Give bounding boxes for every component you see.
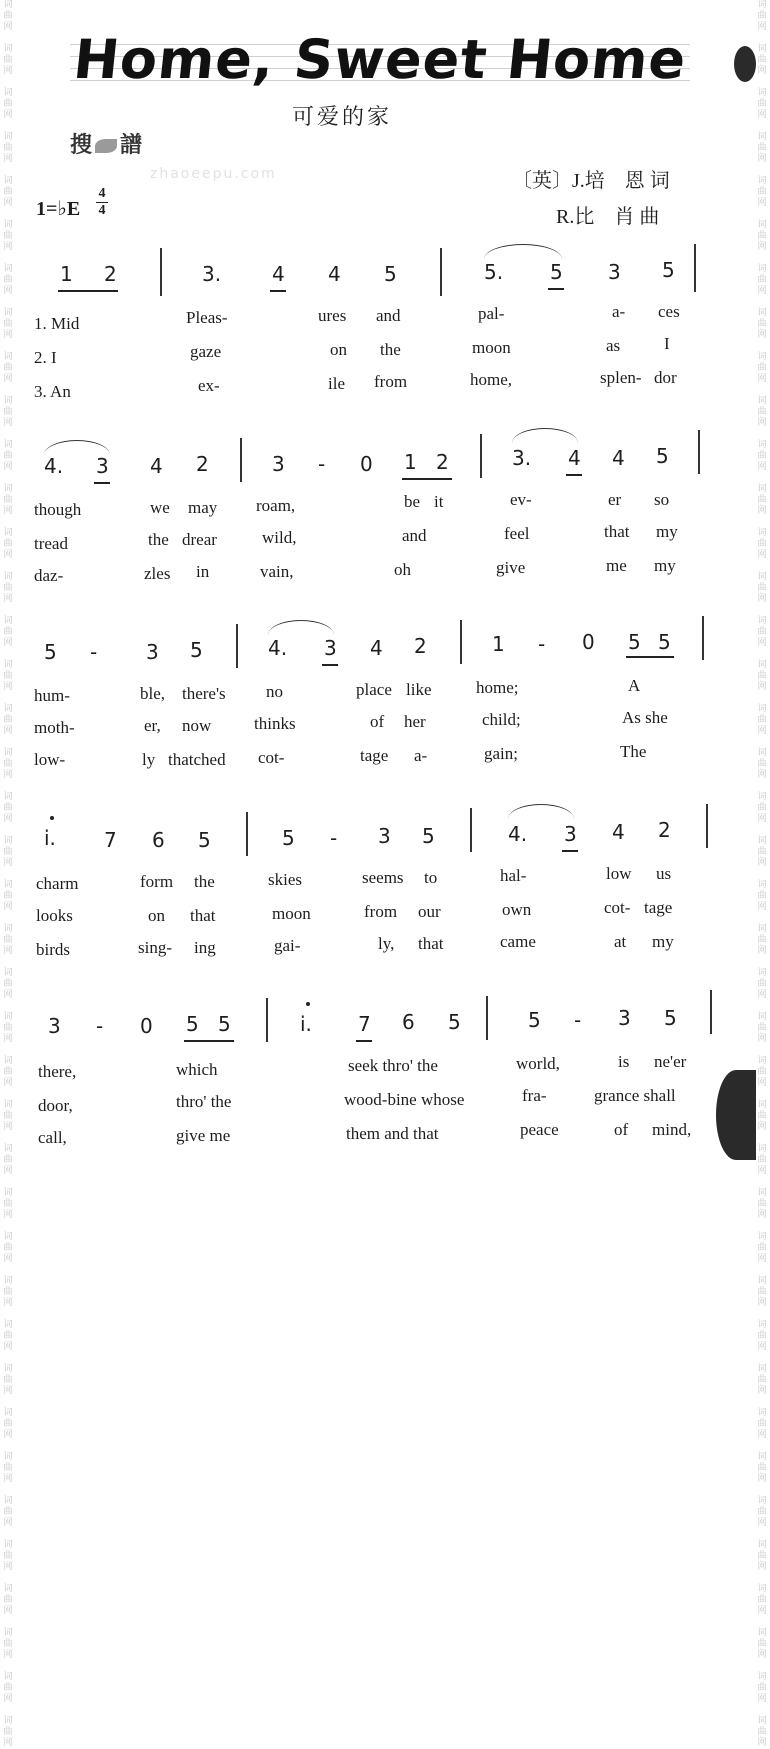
lyric: looks xyxy=(36,906,73,925)
lyric: As she xyxy=(622,708,668,727)
note: 3 xyxy=(324,636,337,660)
lyric: and xyxy=(402,526,427,545)
lyric: door, xyxy=(38,1096,73,1115)
lyric: ne'er xyxy=(654,1052,687,1071)
lyric: from xyxy=(374,372,408,391)
lyric: drear xyxy=(182,530,217,549)
note: 3 xyxy=(48,1014,61,1038)
lyric: be xyxy=(404,492,421,511)
note: 3 xyxy=(618,1006,631,1030)
note: 5 xyxy=(664,1006,677,1030)
lyric: may xyxy=(188,498,218,517)
lyric: at xyxy=(614,932,627,951)
lyric: wild, xyxy=(262,528,297,547)
lyric: fra- xyxy=(522,1086,547,1105)
note: 5 xyxy=(662,258,675,282)
lyric: er xyxy=(608,490,622,509)
song-subtitle: 可爱的家 xyxy=(292,105,393,130)
lyric: home; xyxy=(476,678,519,697)
slur xyxy=(484,244,562,259)
bar-line xyxy=(160,248,162,296)
underline xyxy=(184,1040,234,1042)
bar-line xyxy=(440,248,442,296)
lyric: there, xyxy=(38,1062,77,1081)
lyric: moon xyxy=(272,904,311,923)
note: 5 xyxy=(190,638,203,662)
decorative-art-bottom xyxy=(716,1070,756,1160)
underline xyxy=(356,1040,372,1042)
note: 1 xyxy=(492,632,505,656)
note: 6 xyxy=(402,1010,415,1034)
lyric: from xyxy=(364,902,398,921)
note: 5 xyxy=(44,640,57,664)
lyric: ly xyxy=(142,750,156,769)
lyric: there's xyxy=(182,684,226,703)
lyric: them and that xyxy=(346,1124,439,1143)
note: 4 xyxy=(150,454,163,478)
underline xyxy=(562,850,578,852)
lyric: peace xyxy=(520,1120,559,1139)
logo-right-char: 譜 xyxy=(120,133,143,158)
bar-line xyxy=(694,244,696,292)
note: 2 xyxy=(414,634,427,658)
note: 5 xyxy=(528,1008,541,1032)
lyric: her xyxy=(404,712,426,731)
lyric: 3. An xyxy=(34,382,71,401)
lyric: seek thro' the xyxy=(348,1056,438,1075)
lyric: oh xyxy=(394,560,411,579)
lyric: ble, xyxy=(140,684,166,703)
lyric: call, xyxy=(38,1128,67,1147)
lyric: a- xyxy=(612,302,626,321)
lyric: that xyxy=(418,934,444,953)
lyric: the xyxy=(194,872,215,891)
note: 3 xyxy=(378,824,391,848)
lyric: cot- xyxy=(258,748,285,767)
logo-left-char: 搜 xyxy=(70,133,93,158)
lyric: The xyxy=(620,742,647,761)
lyric: now xyxy=(182,716,212,735)
lyric: roam, xyxy=(256,496,296,515)
watermark-text: zhaoeepu.com xyxy=(150,166,277,182)
lyric: ces xyxy=(658,302,680,321)
bar-line xyxy=(486,996,488,1040)
note: 5 xyxy=(656,444,669,468)
note: 0 xyxy=(140,1014,153,1038)
bar-line xyxy=(240,438,242,482)
lyric: is xyxy=(618,1052,630,1071)
note: 4. xyxy=(268,636,288,660)
lyric: tread xyxy=(34,534,68,553)
song-title-text: Home, Sweet Home xyxy=(70,28,690,91)
note: 4 xyxy=(328,262,341,286)
note: 4 xyxy=(568,446,581,470)
bar-line xyxy=(266,998,268,1042)
lyric: my xyxy=(654,556,676,575)
bar-line xyxy=(706,804,708,848)
bar-line xyxy=(702,616,704,660)
lyric: moth- xyxy=(34,718,75,737)
lyric: thinks xyxy=(254,714,296,733)
lyric: grance shall xyxy=(594,1086,676,1105)
note: - xyxy=(574,1008,582,1032)
lyric: gaze xyxy=(190,342,222,361)
lyric: my xyxy=(656,522,678,541)
key-signature: 1=♭E xyxy=(36,198,81,220)
note: 6 xyxy=(152,828,165,852)
underline xyxy=(402,478,452,480)
lyric: feel xyxy=(504,524,530,543)
lyric: came xyxy=(500,932,536,951)
high-octave-dot xyxy=(50,816,54,820)
lyric: gain; xyxy=(484,744,518,763)
lyric: of xyxy=(370,712,385,731)
lyric: of xyxy=(614,1120,629,1139)
note: 5 xyxy=(384,262,397,286)
note: 4 xyxy=(370,636,383,660)
lyric: ly, xyxy=(378,934,395,953)
lyric: which xyxy=(176,1060,218,1079)
bar-line xyxy=(470,808,472,852)
lyric: that xyxy=(604,522,630,541)
lyric: in xyxy=(196,562,210,581)
note: 3. xyxy=(512,446,532,470)
note: 0 xyxy=(582,630,595,654)
lyric: to xyxy=(424,868,438,887)
note: 4. xyxy=(44,454,64,478)
lyric: hal- xyxy=(500,866,527,885)
note: 4 xyxy=(612,446,625,470)
leaf-icon xyxy=(95,139,117,153)
lyric: cot- xyxy=(604,898,631,917)
lyric: skies xyxy=(268,870,302,889)
bar-line xyxy=(460,620,462,664)
note: 2 xyxy=(104,262,117,286)
note: 2 xyxy=(658,818,671,842)
lyric: ex- xyxy=(198,376,220,395)
note: 4 xyxy=(612,820,625,844)
lyric: a- xyxy=(414,746,428,765)
high-octave-dot xyxy=(306,1002,310,1006)
bar-line xyxy=(710,990,712,1034)
right-watermark-strip: 词 曲 网 词 曲 网 词 曲 网 词 曲 网 词 曲 网 词 曲 网 词 曲 网 词 曲 网 词 曲 网 词 曲 网 词 曲 网 词 曲 网 词 曲 网 词 曲 网 词 曲 网 词 曲 网 词 曲 网 词 曲 网 词 曲 网 词 曲 网 词 曲 网 词 曲 网 词 曲 网 词 曲 网 词 曲 网 词 曲 网 词 曲 网 词 曲 网 词 曲 网 词 曲 网 词 曲 网 词 曲 网 词 曲 网 词 曲 网 词 曲 网 词 曲 网 词 曲 网 词 曲 网 词 曲 网 词 曲 网 xyxy=(757,0,767,1748)
lyric: as xyxy=(606,336,621,355)
site-logo xyxy=(70,128,142,159)
bar-line xyxy=(698,430,700,474)
lyric: our xyxy=(418,902,441,921)
lyric: ev- xyxy=(510,490,532,509)
lyric: daz- xyxy=(34,566,64,585)
time-signature-top: 4 xyxy=(98,186,106,201)
note: 5 xyxy=(218,1012,231,1036)
note: 5 xyxy=(282,826,295,850)
lyric: give me xyxy=(176,1126,231,1145)
lyric: wood-bine whose xyxy=(344,1090,465,1109)
lyric: seems xyxy=(362,868,404,887)
lyric: though xyxy=(34,500,82,519)
note: - xyxy=(96,1014,104,1038)
note: i. xyxy=(300,1012,312,1036)
lyric: place xyxy=(356,680,392,699)
lyric: thro' the xyxy=(176,1092,232,1111)
underline xyxy=(270,290,286,292)
underline xyxy=(94,482,110,484)
lyric: Pleas- xyxy=(186,308,228,327)
lyric: like xyxy=(406,680,432,699)
note: 5 xyxy=(550,260,563,284)
lyric: A xyxy=(628,676,641,695)
note: 7 xyxy=(104,828,117,852)
lyric: 2. I xyxy=(34,348,57,367)
lyric: birds xyxy=(36,940,70,959)
lyric: we xyxy=(150,498,170,517)
lyric: so xyxy=(654,490,670,509)
note: 3 xyxy=(272,452,285,476)
note: 7 xyxy=(358,1012,371,1036)
note: 3. xyxy=(202,262,222,286)
lyric: form xyxy=(140,872,174,891)
note: 4 xyxy=(272,262,285,286)
slur xyxy=(44,440,110,455)
note: 5 xyxy=(186,1012,199,1036)
lyric: dor xyxy=(654,368,677,387)
underline xyxy=(58,290,118,292)
lyricist-credit: 〔英〕J.培 恩 词 xyxy=(512,170,670,192)
lyric: it xyxy=(434,492,444,511)
lyric: charm xyxy=(36,874,79,893)
lyric: me xyxy=(606,556,627,575)
note: 3 xyxy=(608,260,621,284)
note: - xyxy=(538,632,546,656)
time-signature-bottom: 4 xyxy=(98,203,106,218)
note: 1 xyxy=(404,450,417,474)
lyric: I xyxy=(664,334,670,353)
lyric: child; xyxy=(482,710,521,729)
decorative-art-top xyxy=(734,46,756,82)
lyric: and xyxy=(376,306,401,325)
lyric: mind, xyxy=(652,1120,692,1139)
lyric: no xyxy=(266,682,283,701)
lyric: hum- xyxy=(34,686,70,705)
lyric: moon xyxy=(472,338,511,357)
underline xyxy=(626,656,674,658)
lyric: on xyxy=(148,906,165,925)
lyric: my xyxy=(652,932,674,951)
lyric: low xyxy=(606,864,632,883)
lyric: thatched xyxy=(168,750,226,769)
lyric: sing- xyxy=(138,938,172,957)
note: - xyxy=(330,826,338,850)
lyric: tage xyxy=(644,898,673,917)
note: 5 xyxy=(448,1010,461,1034)
note: 3 xyxy=(96,454,109,478)
underline xyxy=(566,474,582,476)
bar-line xyxy=(236,624,238,668)
note: 3 xyxy=(564,822,577,846)
lyric: ures xyxy=(318,306,347,325)
lyric: 1. Mid xyxy=(34,314,80,333)
lyric: er, xyxy=(144,716,161,735)
lyric: low- xyxy=(34,750,66,769)
lyric: us xyxy=(656,864,672,883)
lyric: vain, xyxy=(260,562,294,581)
lyric: world, xyxy=(516,1054,560,1073)
note: 4. xyxy=(508,822,528,846)
underline xyxy=(548,288,564,290)
lyric: gai- xyxy=(274,936,301,955)
composer-credit: R.比 肖 曲 xyxy=(556,206,660,228)
lyric: give xyxy=(496,558,526,577)
lyric: the xyxy=(148,530,169,549)
slur xyxy=(268,620,334,635)
lyric: zles xyxy=(144,564,171,583)
lyric: that xyxy=(190,906,216,925)
lyric: own xyxy=(502,900,532,919)
left-watermark-strip: 词 曲 网 词 曲 网 词 曲 网 词 曲 网 词 曲 网 词 曲 网 词 曲 网 词 曲 网 词 曲 网 词 曲 网 词 曲 网 词 曲 网 词 曲 网 词 曲 网 词 曲 网 词 曲 网 词 曲 网 词 曲 网 词 曲 网 词 曲 网 词 曲 网 词 曲 网 词 曲 网 词 曲 网 词 曲 网 词 曲 网 词 曲 网 词 曲 网 词 曲 网 词 曲 网 词 曲 网 词 曲 网 词 曲 网 词 曲 网 词 曲 网 词 曲 网 词 曲 网 词 曲 网 词 曲 网 词 曲 网 xyxy=(3,0,13,1748)
lyric: the xyxy=(380,340,401,359)
slur xyxy=(508,804,574,819)
note: - xyxy=(90,640,98,664)
slur xyxy=(512,428,578,443)
note: - xyxy=(318,452,326,476)
note: 1 xyxy=(60,262,73,286)
lyric: tage xyxy=(360,746,389,765)
time-signature xyxy=(96,186,108,219)
note: 3 xyxy=(146,640,159,664)
note: 2 xyxy=(196,452,209,476)
note: 5. xyxy=(484,260,504,284)
lyric: home, xyxy=(470,370,513,389)
lyric: on xyxy=(330,340,347,359)
lyric: ile xyxy=(328,374,345,393)
note: 2 xyxy=(436,450,449,474)
note: 5 xyxy=(422,824,435,848)
note: 5 xyxy=(658,630,671,654)
underline xyxy=(322,664,338,666)
song-title xyxy=(70,26,694,92)
note: 0 xyxy=(360,452,373,476)
lyric: splen- xyxy=(600,368,642,387)
note: 5 xyxy=(628,630,641,654)
lyric: ing xyxy=(194,938,216,957)
note: 5 xyxy=(198,828,211,852)
bar-line xyxy=(480,434,482,478)
bar-line xyxy=(246,812,248,856)
lyric: pal- xyxy=(478,304,505,323)
note: i. xyxy=(44,826,56,850)
